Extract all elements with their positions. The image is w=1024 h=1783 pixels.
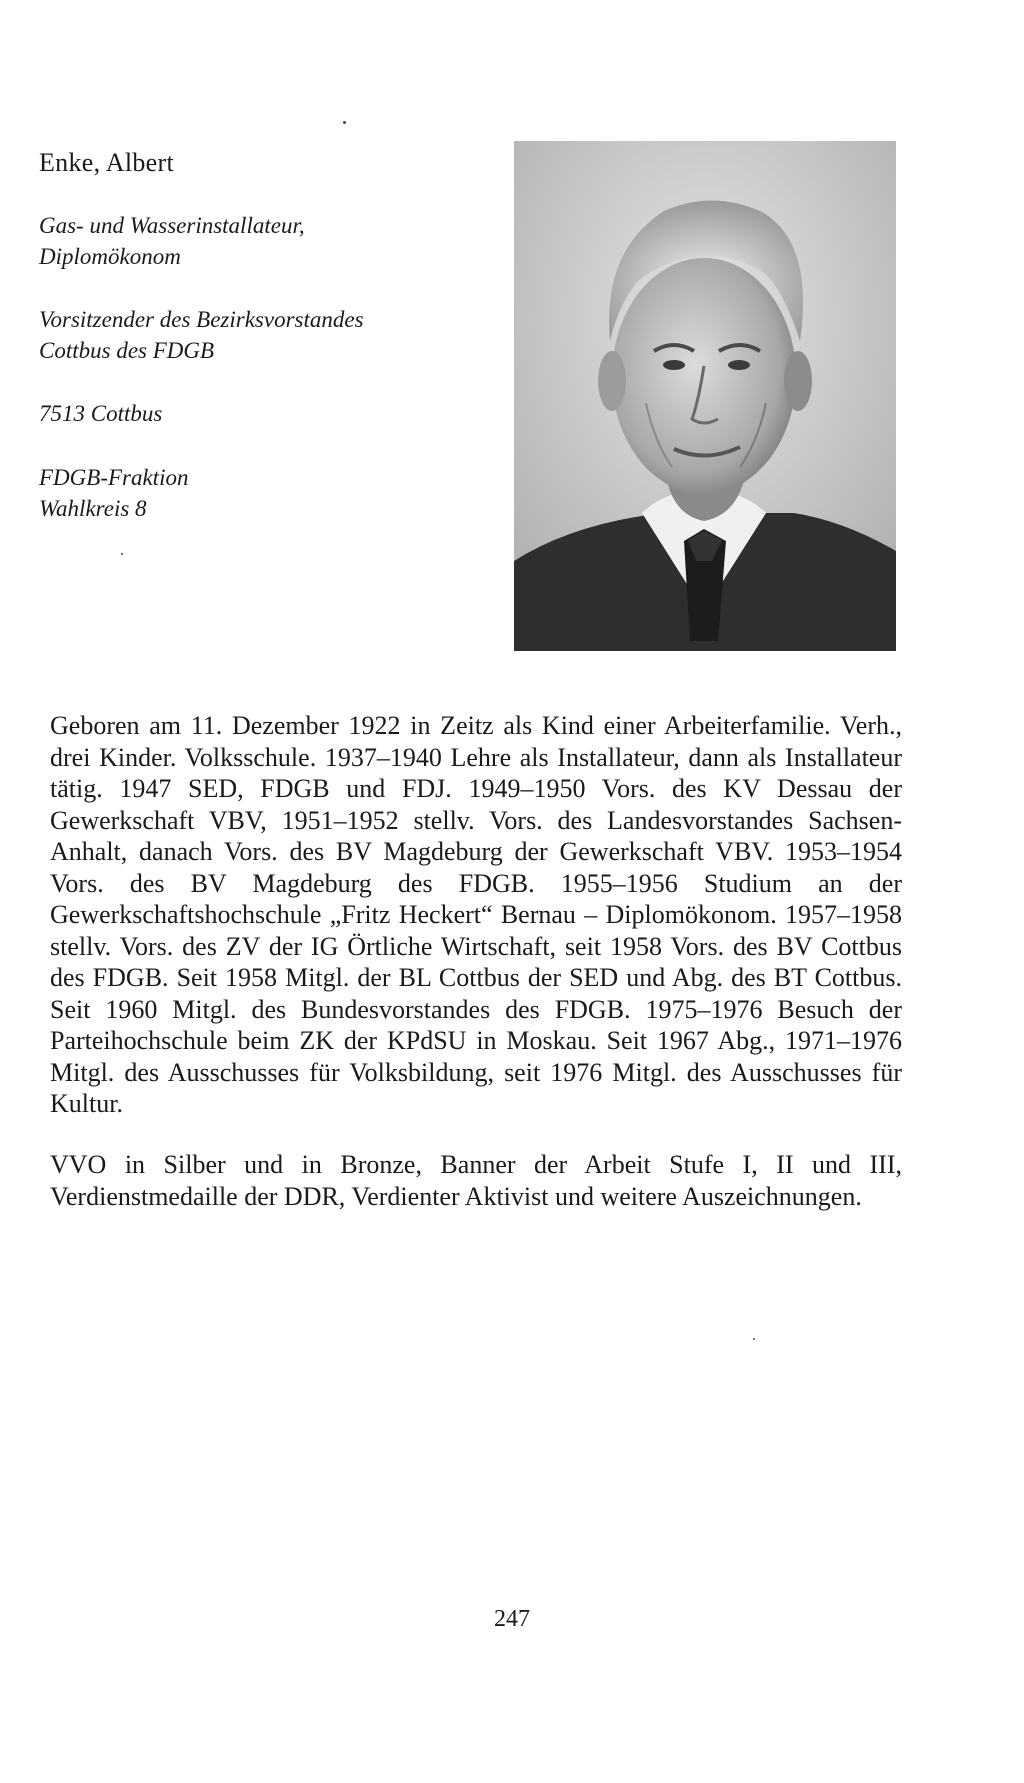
awards <box>50 1149 902 1212</box>
portrait-photo <box>514 141 896 651</box>
print-speck <box>343 121 346 124</box>
entry-name: Enke, Albert <box>39 148 175 177</box>
fraction-line: FDGB-Fraktion <box>39 465 189 490</box>
profession-line: Diplomökonom <box>39 244 181 269</box>
biography <box>50 710 902 1120</box>
print-speck <box>121 553 123 555</box>
print-speck <box>753 1338 755 1340</box>
address <box>39 398 479 429</box>
function <box>39 304 479 366</box>
profession <box>39 210 479 272</box>
profession-line: Gas- und Wasserinstallateur, <box>39 213 305 238</box>
function-line: Cottbus des FDGB <box>39 338 215 363</box>
awards-text: VVO in Silber und in Bronze, Banner der Arbeit Stufe I, II und III, Verdienstmedaille der DDR, Verdienter Aktivist und weitere Auszeichnungen. <box>50 1150 902 1211</box>
fraction-line: Wahlkreis 8 <box>39 496 147 521</box>
address-line: 7513 Cottbus <box>39 401 163 426</box>
function-line: Vorsitzender des Bezirksvorstandes <box>39 307 364 332</box>
biography-text: Geboren am 11. Dezember 1922 in Zeitz als Kind einer Arbeiterfamilie. Verh., drei Kinder. Volksschule. 1937–1940 Lehre als Installateur, dann als Installateur tätig. 1947 SED, FDGB und FDJ. 1949–1950 Vors. des KV Dessau der Gewerkschaft VBV, 1951–1952 stellv. Vors. des Landesvorstandes Sachsen-Anhalt, danach Vors. des BV Magdeburg der Gewerkschaft VBV. 1953–1954 Vors. des BV Magdeburg des FDGB. 1955–1956 Studium an der Gewerkschaftshochschule „Fritz Heckert“ Bernau – Diplomökonom. 1957–1958 stellv. Vors. des ZV der IG Örtliche Wirtschaft, seit 1958 Vors. des BV Cottbus des FDGB. Seit 1958 Mitgl. der BL Cottbus der SED und Abg. des BT Cottbus. Seit 1960 Mitgl. des Bundesvorstandes des FDGB. 1975–1976 Besuch der Parteihochschule beim ZK der KPdSU in Moskau. Seit 1967 Abg., 1971–1976 Mitgl. des Ausschusses für Volksbildung, seit 1976 Mitgl. des Ausschusses für Kultur. <box>50 711 902 1118</box>
fraction <box>39 462 479 524</box>
page-number: 247 <box>494 1606 530 1632</box>
